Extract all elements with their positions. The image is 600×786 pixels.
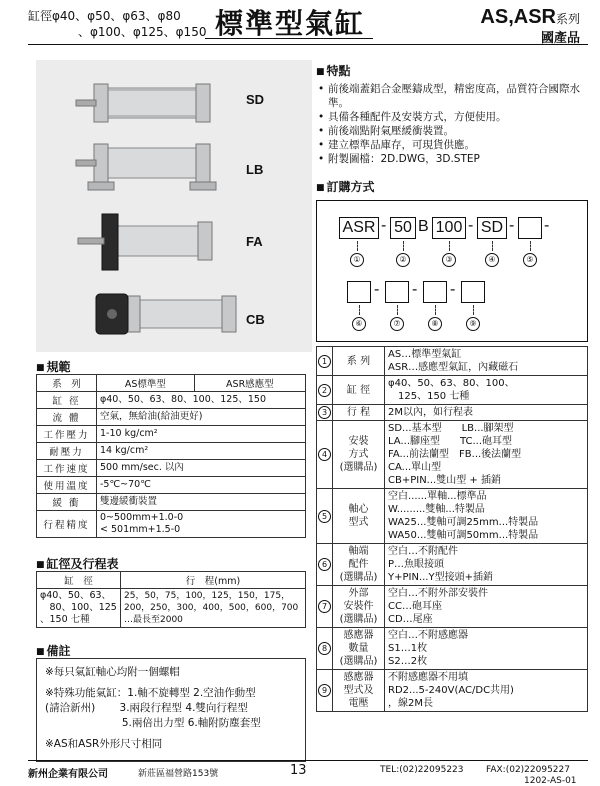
origin-label: 國產品	[540, 31, 580, 46]
option-values: SD...基本型 LB...腳架型 LA...腳座型 TC...砲耳型 FA...前法蘭型 FB...後法蘭型 CA...單山型 CB+PIN...雙山型 + 插銷	[385, 421, 588, 489]
spec-label: 行程精度	[37, 511, 97, 538]
spec-value: 500 mm/sec. 以內	[97, 460, 306, 477]
spec-label: 耐壓力	[37, 443, 97, 460]
note-line: 5.兩倍出力型 6.軸附防塵套型	[45, 717, 261, 729]
spec-label: 使用溫度	[37, 477, 97, 494]
footer-tel: TEL:(02)22095223	[380, 765, 464, 775]
order-option-row	[317, 586, 588, 628]
features-list	[318, 82, 583, 166]
order-option-row	[317, 421, 588, 489]
spec-value: φ40、50、63、80、100、125、150	[97, 392, 306, 409]
option-values: 空白…不附感應器 S1…1枚 S2…2枚	[385, 628, 588, 670]
label-fa: FA	[246, 234, 263, 249]
option-values: 空白…不附外部安裝件 CC…砲耳座 CD…尾座	[385, 586, 588, 628]
option-values: 2M以內，如行程表	[385, 405, 588, 421]
option-number: 3	[317, 405, 333, 421]
order-option-row	[317, 405, 588, 421]
order-option-row	[317, 670, 588, 712]
order-option-row	[317, 544, 588, 586]
circle-2: ②	[396, 253, 410, 267]
code-mount: SD	[477, 217, 507, 239]
option-number: 6	[317, 544, 333, 586]
option-number: 2	[317, 376, 333, 405]
feature-item: • 附製圖檔：2D.DWG，3D.STEP	[318, 152, 583, 166]
spec-label: 緩 衝	[37, 494, 97, 511]
note-line: (請洽新州) 3.兩段行程型 4.雙向行程型	[45, 702, 248, 714]
code-rod	[518, 217, 542, 239]
cylinder-sd-image	[72, 78, 242, 130]
model-name: AS,ASR	[480, 6, 556, 28]
circle-1: ①	[350, 253, 364, 267]
order-options-table	[316, 346, 588, 712]
label-lb: LB	[246, 162, 264, 177]
circle-9: ⑨	[466, 317, 480, 331]
cylinder-fa-image	[72, 212, 242, 274]
page-title: 標準型氣缸	[214, 7, 365, 40]
spec-label: 缸 徑	[37, 392, 97, 409]
spec-row	[37, 392, 306, 409]
option-values: 空白......單軸...標準品 W.........雙軸...特製品 WA25...雙軸可調25mm...特製品 WA50...雙軸可調50mm...特製品	[385, 489, 588, 544]
option-label: 行 程	[333, 405, 385, 421]
feature-item: • 前後端點附氣壓緩衝裝置。	[318, 124, 583, 138]
bore-line-2: 、φ100、φ125、φ150	[78, 25, 207, 39]
features-heading: ■ 特點	[316, 62, 351, 79]
code-acc	[347, 281, 371, 303]
notes-heading: ■ 備註	[36, 642, 71, 659]
series-header	[480, 6, 580, 46]
option-values: AS…標準型氣缸 ASR…感應型氣缸，內藏磁石	[385, 347, 588, 376]
bore-line-1: 缸徑φ40、φ50、φ63、φ80	[28, 9, 181, 23]
option-label: 安裝 方式 (選購品)	[333, 421, 385, 489]
option-values: φ40、50、63、80、100、 125、150 七種	[385, 376, 588, 405]
footer-address: 新莊區福營路153號	[138, 769, 219, 779]
footer-fax: FAX:(02)22095227	[486, 765, 570, 775]
spec-table	[36, 374, 306, 538]
model-suffix: 系列	[555, 12, 580, 26]
stroke-heading: ■ 缸徑及行程表	[36, 555, 119, 572]
stroke-values-cell: 25，50，75，100，125，150，175， 200，250，300，400，500，600，700 …最長至2000	[121, 589, 306, 628]
option-label: 缸 徑	[333, 376, 385, 405]
spec-value: 雙邊緩衝裝置	[97, 494, 306, 511]
code-series: ASR	[339, 217, 379, 239]
label-cb: CB	[246, 312, 265, 327]
option-number: 4	[317, 421, 333, 489]
option-label: 外部 安裝件 (選購品)	[333, 586, 385, 628]
stroke-col-stroke: 行 程(mm)	[121, 572, 306, 589]
option-number: 9	[317, 670, 333, 712]
circle-8: ⑧	[428, 317, 442, 331]
cylinder-cb-image	[72, 284, 242, 344]
option-label: 軸端 配件 (選購品)	[333, 544, 385, 586]
order-option-row	[317, 376, 588, 405]
order-option-row	[317, 628, 588, 670]
option-values: 空白…不附配件 P…魚眼接頭 Y+PIN...Y型接頭+插銷	[385, 544, 588, 586]
order-heading: ■ 訂購方式	[316, 178, 375, 195]
spec-row	[37, 426, 306, 443]
order-code-diagram: ASR - 50 B 100 - SD - - ① ② ③ ④ ⑤ - - - ⑥ ⑦ ⑧ ⑨	[316, 200, 588, 342]
note-line: ※每只氣缸軸心均附一個螺帽	[45, 666, 180, 678]
option-number: 7	[317, 586, 333, 628]
spec-row	[37, 511, 306, 538]
option-number: 8	[317, 628, 333, 670]
note-line: ※特殊功能氣缸：1.軸不旋轉型 2.空油作動型	[45, 687, 256, 699]
code-sensor-type	[461, 281, 485, 303]
spec-col-series: 系 列	[37, 375, 97, 392]
option-label: 系 列	[333, 347, 385, 376]
title-underline	[205, 38, 373, 39]
feature-item: • 前後端蓋鋁合金壓鑄成型，精密度高，品質符合國際水準。	[318, 82, 583, 110]
stroke-bore-cell: φ40、50、63、 80、100、125 、150 七種	[37, 589, 121, 628]
order-option-row	[317, 347, 588, 376]
option-values: 不附感應器不用填 RD2...5-240V(AC/DC共用) ，線2M長	[385, 670, 588, 712]
footer-company: 新州企業有限公司	[28, 769, 108, 780]
spec-row	[37, 409, 306, 426]
footer-divider	[28, 760, 588, 761]
feature-item: • 具備各種配件及安裝方式，方便使用。	[318, 110, 583, 124]
code-cushion: B	[418, 218, 429, 235]
stroke-col-bore: 缸 徑	[37, 572, 121, 589]
option-number: 5	[317, 489, 333, 544]
note-line: ※AS和ASR外形尺寸相同	[45, 738, 163, 750]
spec-label: 流 體	[37, 409, 97, 426]
spec-label: 工作速度	[37, 460, 97, 477]
footer-page-number: 13	[290, 763, 307, 778]
spec-col-as: AS標準型	[97, 375, 195, 392]
footer-doc-number: 1202-AS-01	[524, 776, 577, 786]
spec-row	[37, 477, 306, 494]
label-sd: SD	[246, 92, 265, 107]
circle-5: ⑤	[523, 253, 537, 267]
order-option-row	[317, 489, 588, 544]
spec-value: -5℃~70℃	[97, 477, 306, 494]
stroke-table	[36, 571, 306, 628]
spec-value: 1-10 kg/cm²	[97, 426, 306, 443]
product-photo-panel	[36, 60, 312, 352]
spec-row	[37, 494, 306, 511]
spec-row	[37, 460, 306, 477]
option-label: 感應器 型式及 電壓	[333, 670, 385, 712]
code-bore: 50	[390, 217, 416, 239]
spec-label: 工作壓力	[37, 426, 97, 443]
cylinder-lb-image	[72, 142, 242, 200]
spec-value: 空氣，無給油(給油更好)	[97, 409, 306, 426]
option-label: 感應器 數量 (選購品)	[333, 628, 385, 670]
notes-box	[36, 658, 306, 762]
spec-col-asr: ASR感應型	[194, 375, 305, 392]
option-label: 軸心 型式	[333, 489, 385, 544]
option-number: 1	[317, 347, 333, 376]
circle-3: ③	[442, 253, 456, 267]
header-divider	[28, 44, 588, 45]
bore-range	[28, 8, 206, 40]
feature-item: • 建立標準品庫存，可現貨供應。	[318, 138, 583, 152]
code-stroke: 100	[432, 217, 466, 239]
spec-row	[37, 443, 306, 460]
spec-value: 0~500mm+1.0-0 < 501mm+1.5-0	[97, 511, 306, 538]
code-ext	[385, 281, 409, 303]
circle-4: ④	[485, 253, 499, 267]
code-sensor-qty	[423, 281, 447, 303]
spec-value: 14 kg/cm²	[97, 443, 306, 460]
spec-heading: ■ 規範	[36, 358, 71, 375]
circle-6: ⑥	[352, 317, 366, 331]
circle-7: ⑦	[390, 317, 404, 331]
